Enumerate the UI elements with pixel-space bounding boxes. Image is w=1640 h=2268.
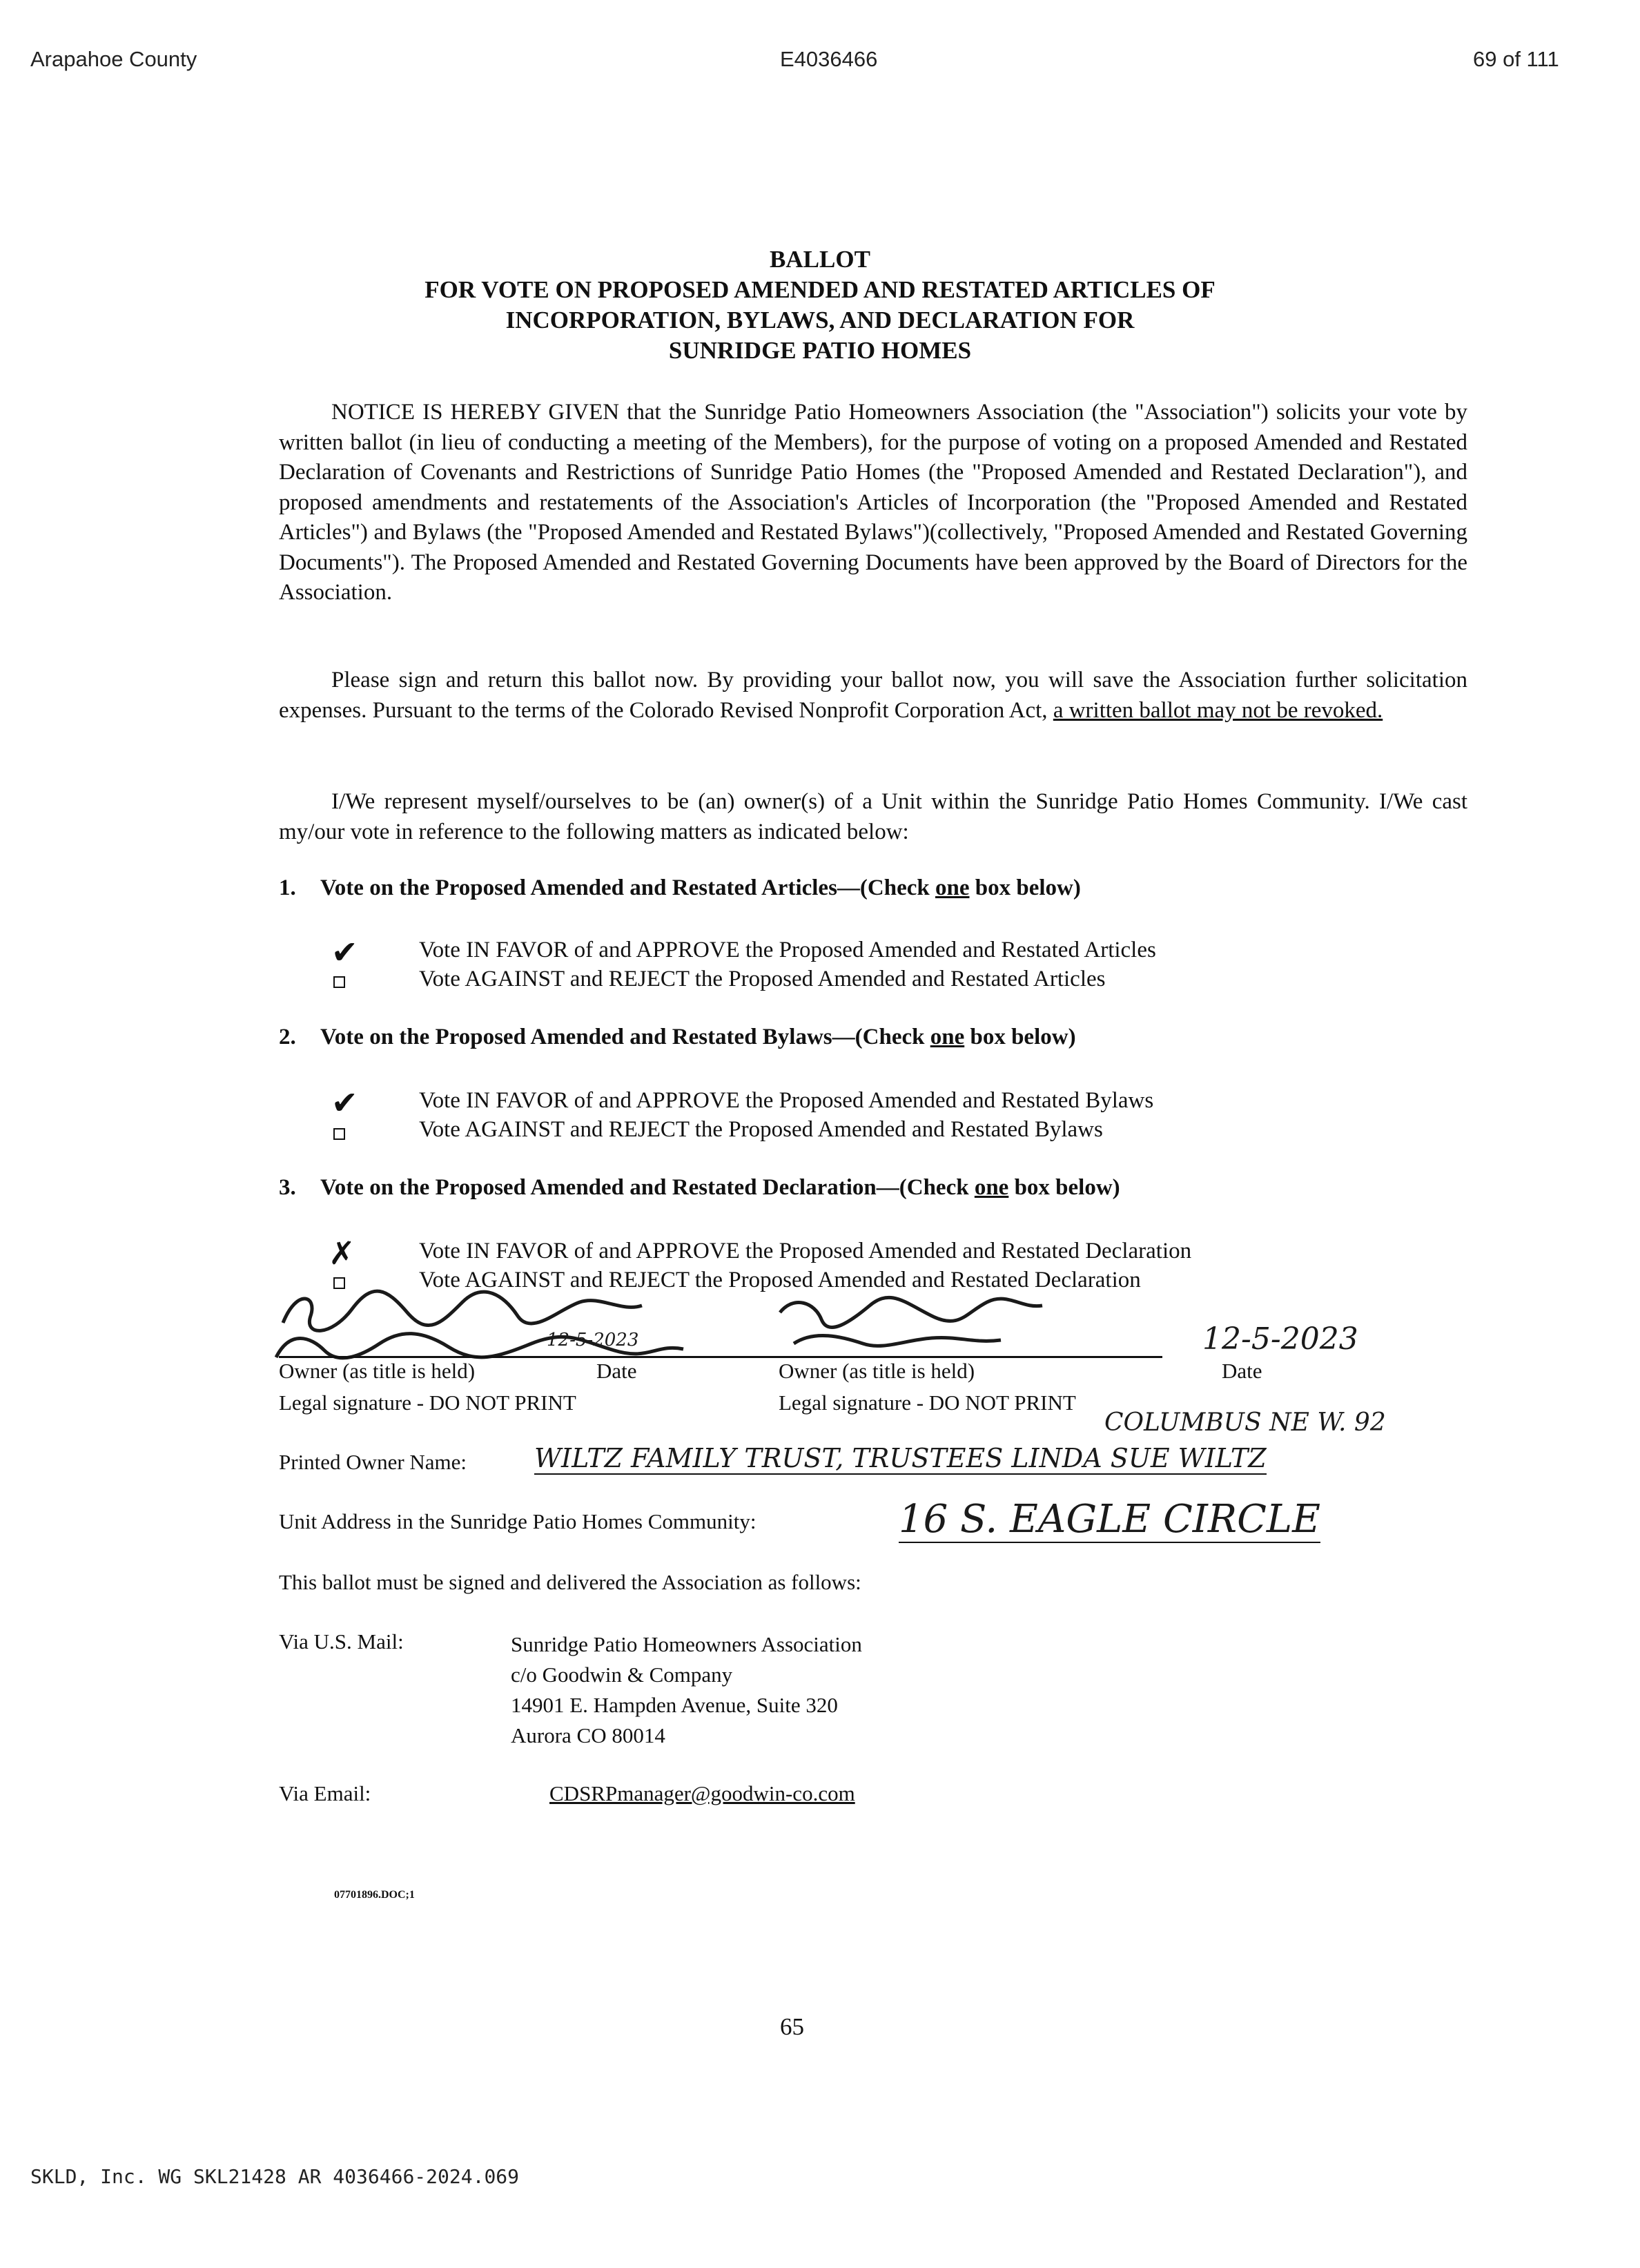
notice-text: NOTICE IS HEREBY GIVEN that the Sunridge Patio Homeowners Association (the "Association") solicits your vote by written ballot (in lieu of conducting a meeting of the Members), for the purpose of voting on a proposed Amended and Restated Declaration of Covenants and Restrictions of Sunridge Patio Homes (the "Proposed Amended and Restated Declaration"), and proposed amendments and restatements of the Association's Articles of Incorporation (the "Proposed Amended and Restated Articles") and Bylaws (the "Proposed Amended and Restated Bylaws")(collectively, "Proposed Amended and Restated Governing Documents"). The Proposed Amended and Restated Governing Documents have been approved by the Board of Directors for the Association. <box>279 400 1467 605</box>
vote-2-favor-option: Vote IN FAVOR of and APPROVE the Proposed Amended and Restated Bylaws <box>419 1088 1154 1113</box>
email-label: Via Email: <box>279 1781 371 1805</box>
printed-owner-label: Printed Owner Name: <box>279 1450 467 1474</box>
notice-paragraph <box>279 398 1467 608</box>
revocation-note: a written ballot may not be revoked. <box>1053 697 1383 723</box>
mail-line-4: Aurora CO 80014 <box>511 1723 665 1747</box>
vote-1-heading-end: box below) <box>969 875 1081 900</box>
title-line-2: FOR VOTE ON PROPOSED AMENDED AND RESTATED ARTICLES OF <box>424 276 1216 303</box>
represent-text: I/We represent myself/ourselves to be (an) owner(s) of a Unit within the Sunridge Patio Homes Community. I/We cast my/our vote in reference to the following matters as indicated below: <box>279 789 1467 844</box>
vote-2-against-checkbox[interactable] <box>333 1128 345 1140</box>
document-code: 07701896.DOC;1 <box>334 1889 415 1901</box>
owner-2-label: Owner (as title is held) <box>779 1359 975 1383</box>
represent-paragraph <box>279 787 1467 847</box>
vote-3-against-option: Vote AGAINST and REJECT the Proposed Amended and Restated Declaration <box>419 1268 1141 1292</box>
vote-1-against-checkbox[interactable] <box>333 976 345 988</box>
owner-1-label: Owner (as title is held) <box>279 1359 476 1383</box>
vote-2-heading-text: Vote on the Proposed Amended and Restated Bylaws—(Check <box>320 1025 930 1049</box>
owner-2-date-label: Date <box>1222 1359 1262 1383</box>
email-link[interactable]: CDSRPmanager@goodwin-co.com <box>549 1781 855 1805</box>
page-number: 65 <box>780 2013 804 2040</box>
printed-owner-name[interactable]: WILTZ FAMILY TRUST, TRUSTEES LINDA SUE WILTZ <box>534 1443 1267 1473</box>
vote-3-number: 3. <box>279 1175 296 1200</box>
vote-2-heading-end: box below) <box>964 1025 1076 1049</box>
vote-3-favor-checkmark[interactable]: ✗ <box>329 1234 355 1272</box>
recording-footer: SKLD, Inc. WG SKL21428 AR 4036466-2024.069 <box>30 2165 520 2188</box>
reception-number: E4036466 <box>780 47 878 71</box>
printed-owner-note: COLUMBUS NE W. 92 <box>1104 1408 1386 1437</box>
mail-line-2: c/o Goodwin & Company <box>511 1663 733 1687</box>
vote-1-heading-one: one <box>935 875 970 900</box>
vote-2-favor-checkmark[interactable]: ✔ <box>331 1084 358 1121</box>
title-line-1: BALLOT <box>770 246 870 273</box>
vote-3-heading-one: one <box>974 1175 1009 1200</box>
owner-1-legal-note: Legal signature - DO NOT PRINT <box>279 1390 576 1415</box>
vote-1-number: 1. <box>279 875 296 900</box>
owner-1-date-label: Date <box>596 1359 637 1383</box>
return-text: Please sign and return this ballot now. By providing your ballot now, you will save the Association further solicitation expenses. Pursuant to the terms of the Colorado Revised Nonprofit Corporation Act, <box>279 668 1467 723</box>
ballot-title <box>0 244 1640 366</box>
vote-1-favor-checkmark[interactable]: ✔ <box>331 933 358 971</box>
vote-1-heading <box>279 875 1081 901</box>
unit-address-value[interactable]: 16 S. EAGLE CIRCLE <box>899 1497 1320 1542</box>
title-line-4: SUNRIDGE PATIO HOMES <box>668 337 972 364</box>
vote-1-against-option: Vote AGAINST and REJECT the Proposed Amended and Restated Articles <box>419 967 1106 991</box>
return-paragraph <box>279 666 1467 726</box>
vote-1-favor-option: Vote IN FAVOR of and APPROVE the Proposed Amended and Restated Articles <box>419 938 1156 962</box>
vote-3-heading <box>279 1175 1120 1201</box>
vote-3-heading-text: Vote on the Proposed Amended and Restated Declaration—(Check <box>320 1175 975 1200</box>
mail-label: Via U.S. Mail: <box>279 1629 404 1654</box>
mail-address <box>511 1629 862 1751</box>
delivery-intro: This ballot must be signed and delivered the Association as follows: <box>279 1570 861 1594</box>
owner-1-date: 12-5-2023 <box>547 1330 639 1350</box>
vote-2-against-option: Vote AGAINST and REJECT the Proposed Amended and Restated Bylaws <box>419 1117 1103 1142</box>
signature-line <box>279 1356 1162 1358</box>
page-count: 69 of 111 <box>1473 47 1559 71</box>
vote-1-heading-text: Vote on the Proposed Amended and Restated Articles—(Check <box>320 875 935 900</box>
vote-2-heading <box>279 1025 1076 1050</box>
vote-2-heading-one: one <box>930 1025 965 1049</box>
owner-2-legal-note: Legal signature - DO NOT PRINT <box>779 1390 1076 1415</box>
vote-3-heading-end: box below) <box>1008 1175 1120 1200</box>
county-name: Arapahoe County <box>30 47 197 71</box>
vote-2-number: 2. <box>279 1025 296 1049</box>
mail-line-1: Sunridge Patio Homeowners Association <box>511 1632 862 1656</box>
owner-2-date: 12-5-2023 <box>1202 1321 1358 1357</box>
mail-line-3: 14901 E. Hampden Avenue, Suite 320 <box>511 1693 838 1717</box>
unit-address-label: Unit Address in the Sunridge Patio Homes Community: <box>279 1509 756 1533</box>
title-line-3: INCORPORATION, BYLAWS, AND DECLARATION FOR <box>505 307 1135 333</box>
vote-3-favor-option: Vote IN FAVOR of and APPROVE the Proposed Amended and Restated Declaration <box>419 1239 1192 1263</box>
